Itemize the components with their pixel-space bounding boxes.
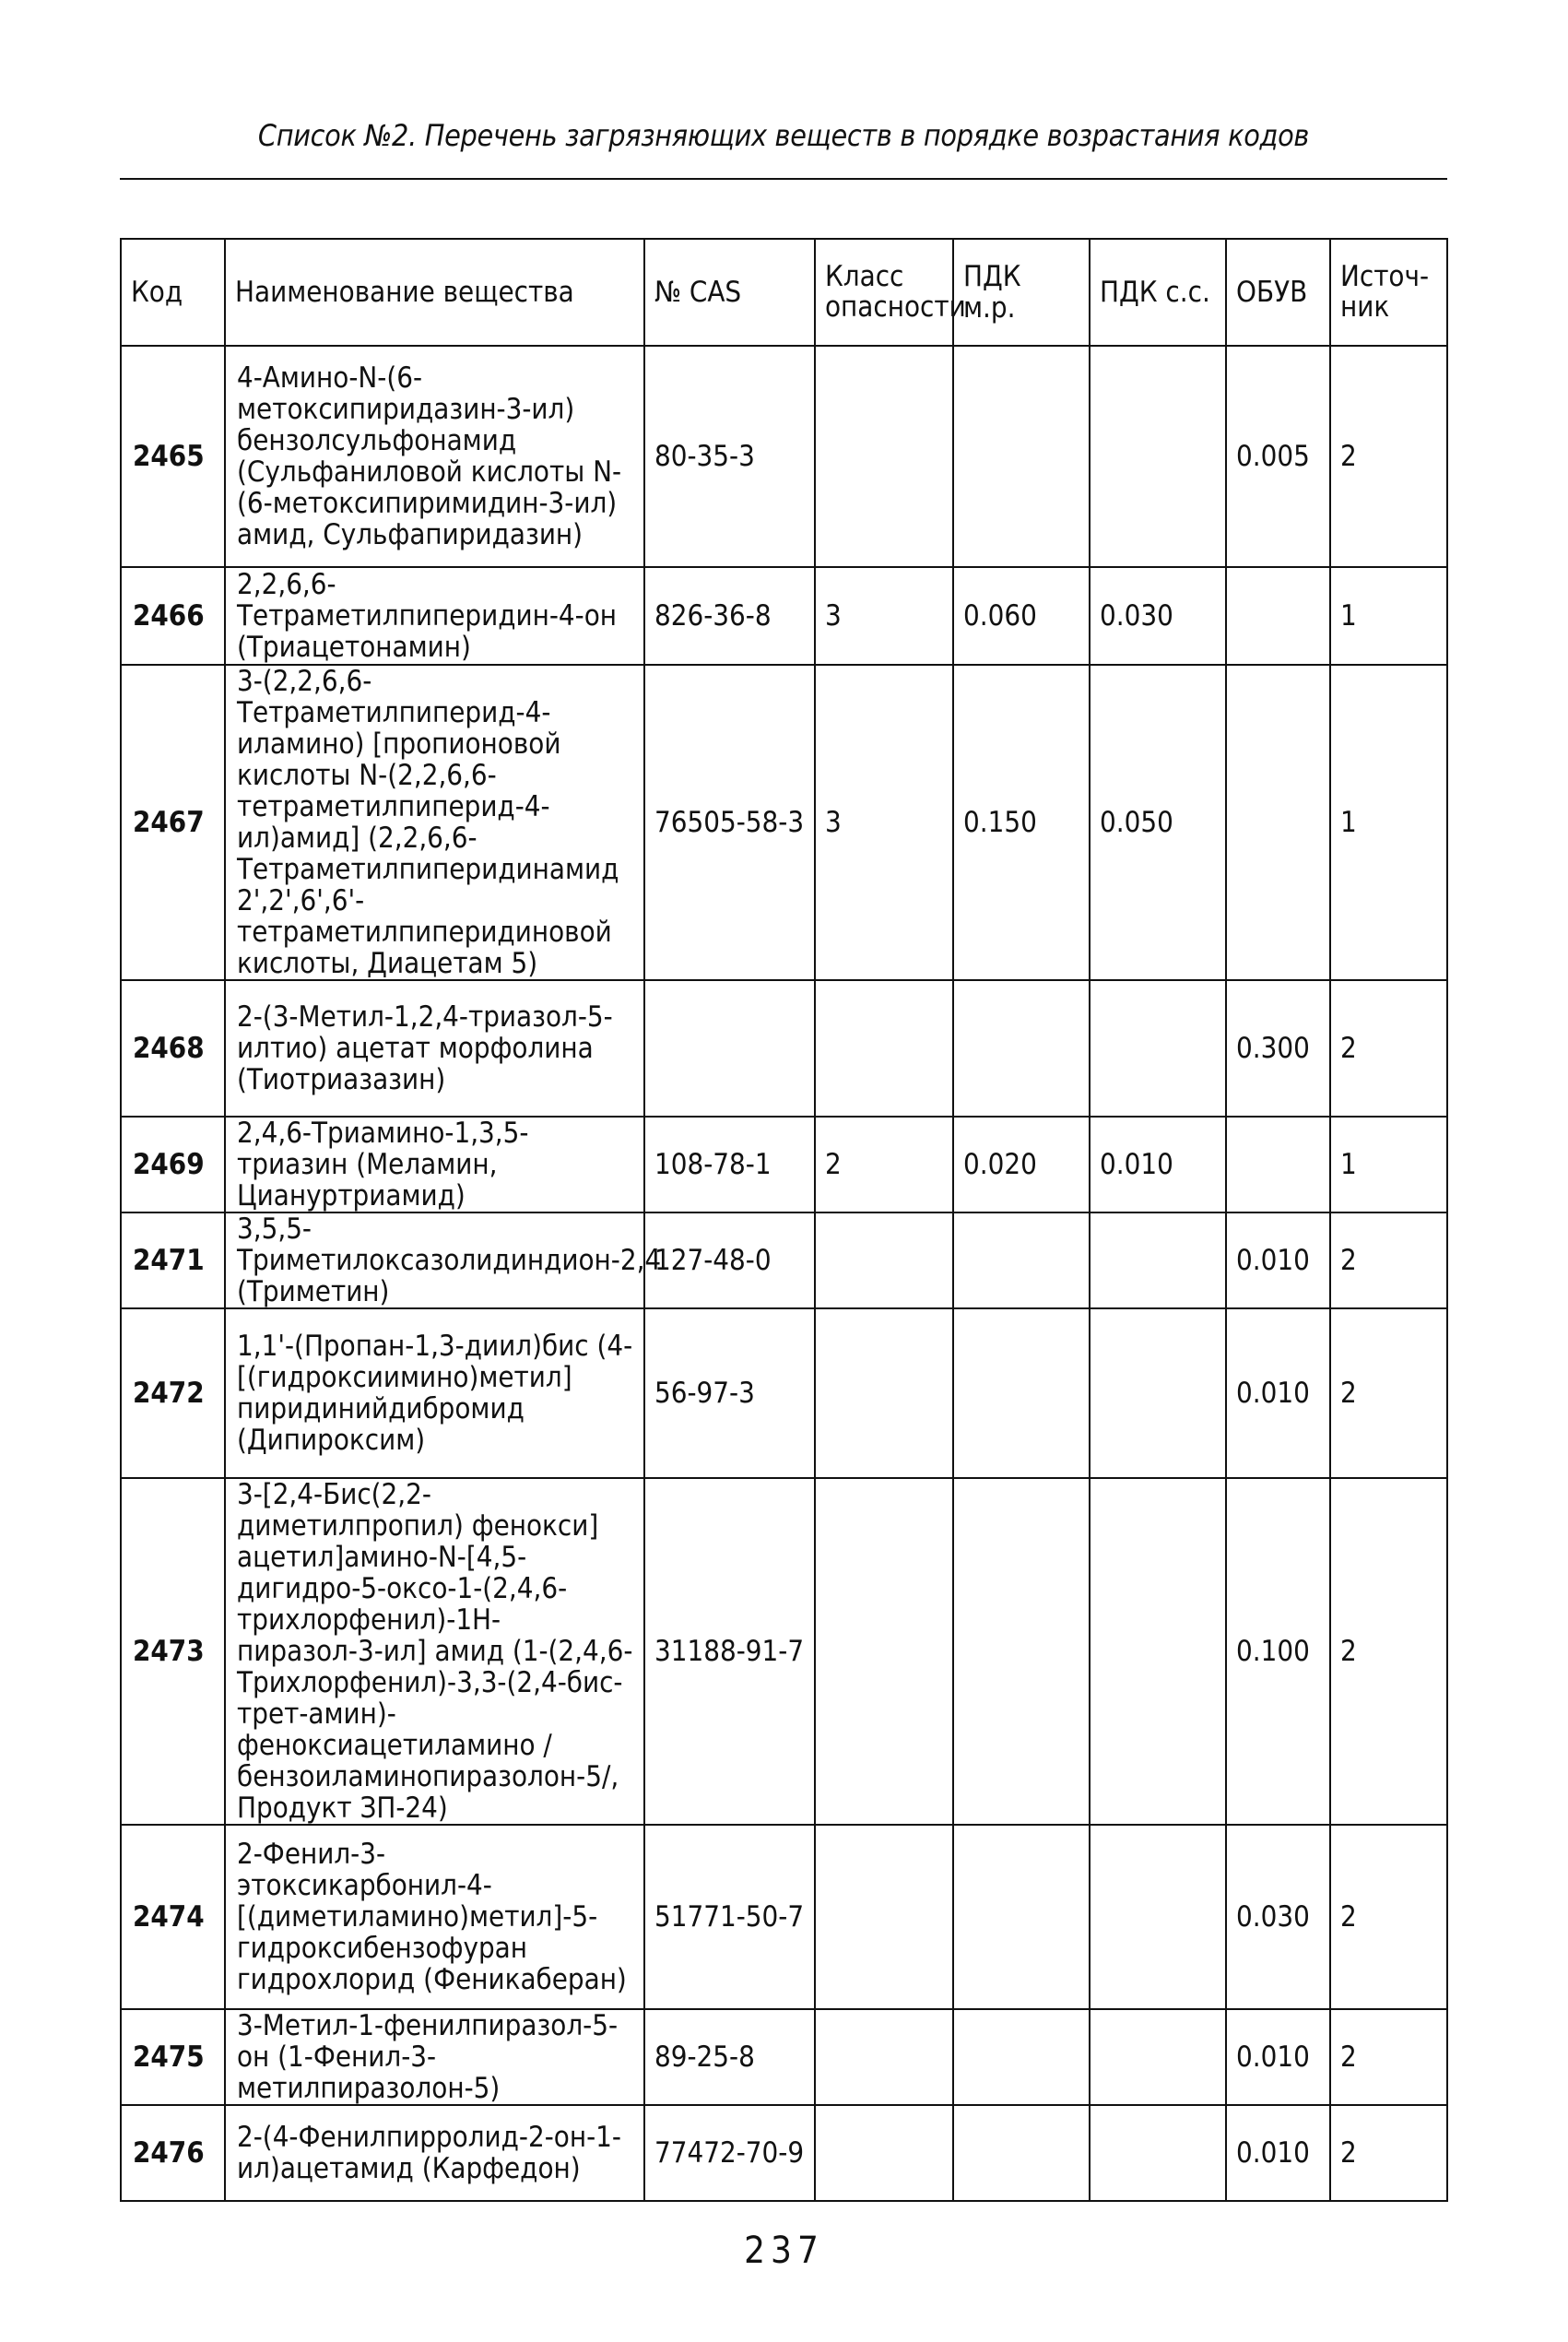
cell-hazard-class (815, 2009, 953, 2105)
cell-cas: 80-35-3 (644, 346, 815, 567)
cell-pdk-mr (953, 1478, 1090, 1825)
cell-code: 2465 (121, 346, 225, 567)
table-row (121, 346, 1447, 567)
cell-source: 1 (1330, 1117, 1447, 1212)
cell-code: 2475 (121, 2009, 225, 2105)
cell-cas: 89-25-8 (644, 2009, 815, 2105)
cell-hazard-class: 3 (815, 665, 953, 980)
cell-cas: 76505-58-3 (644, 665, 815, 980)
cell-obuv: 0.010 (1226, 1212, 1330, 1308)
header-source-line2: ник (1340, 290, 1390, 324)
cell-pdk-mr: 0.020 (953, 1117, 1090, 1212)
cell-name: 3-(2,2,6,6-Тетраметилпиперид-4-иламино) [пропионовой кислоты N-(2,2,6,6-тетраметилпиперид-4-ил)амид] (2,2,6,6-Тетраметилпиперидинамид 2',2',6',6'-тетраметилпиперидиновой кислоты, Диацетам 5) (225, 665, 644, 980)
cell-code: 2476 (121, 2105, 225, 2201)
cell-pdk-ss: 0.010 (1090, 1117, 1226, 1212)
cell-cas: 127-48-0 (644, 1212, 815, 1308)
cell-hazard-class (815, 346, 953, 567)
cell-name: 3,5,5-Триметилоксазолидиндион-2,4 (Триметин) (225, 1212, 644, 1308)
cell-source: 2 (1330, 1825, 1447, 2009)
cell-hazard-class: 3 (815, 567, 953, 665)
cell-name: 2-Фенил-3-этоксикарбонил-4-[(диметиламино)метил]-5-гидроксибензофуран гидрохлорид (Феникаберан) (225, 1825, 644, 2009)
cell-pdk-ss (1090, 346, 1226, 567)
cell-source: 1 (1330, 567, 1447, 665)
cell-pdk-mr (953, 2009, 1090, 2105)
cell-obuv (1226, 567, 1330, 665)
cell-obuv: 0.010 (1226, 2105, 1330, 2201)
header-obuv: ОБУВ (1226, 239, 1330, 346)
cell-obuv: 0.010 (1226, 2009, 1330, 2105)
header-hazard-line2: опасности (825, 290, 966, 324)
table-row (121, 1212, 1447, 1308)
cell-source: 1 (1330, 665, 1447, 980)
cell-pdk-mr (953, 1308, 1090, 1478)
header-hazard-line1: Класс (825, 260, 904, 293)
cell-pdk-mr (953, 346, 1090, 567)
cell-cas: 31188-91-7 (644, 1478, 815, 1825)
table-row (121, 1117, 1447, 1212)
table-header-row (121, 239, 1447, 346)
cell-hazard-class (815, 1212, 953, 1308)
cell-hazard-class: 2 (815, 1117, 953, 1212)
cell-code: 2472 (121, 1308, 225, 1478)
cell-code: 2467 (121, 665, 225, 980)
cell-name: 1,1'-(Пропан-1,3-диил)бис (4-[(гидроксиимино)метил] пиридинийдибромид (Дипироксим) (225, 1308, 644, 1478)
cell-pdk-mr (953, 1212, 1090, 1308)
cell-pdk-ss: 0.030 (1090, 567, 1226, 665)
cell-code: 2469 (121, 1117, 225, 1212)
running-header: Список №2. Перечень загрязняющих веществ в порядке возрастания кодов (257, 118, 1310, 153)
cell-name: 2,4,6-Триамино-1,3,5-триазин (Меламин, Циануртриамид) (225, 1117, 644, 1212)
cell-source: 2 (1330, 1308, 1447, 1478)
substances-table (120, 238, 1448, 2202)
cell-hazard-class (815, 1478, 953, 1825)
cell-code: 2474 (121, 1825, 225, 2009)
cell-obuv (1226, 1117, 1330, 1212)
cell-source: 2 (1330, 980, 1447, 1117)
cell-pdk-ss (1090, 2009, 1226, 2105)
cell-hazard-class (815, 2105, 953, 2201)
cell-code: 2466 (121, 567, 225, 665)
cell-cas (644, 980, 815, 1117)
cell-pdk-mr: 0.060 (953, 567, 1090, 665)
cell-code: 2468 (121, 980, 225, 1117)
cell-cas: 77472-70-9 (644, 2105, 815, 2201)
header-cas: № CAS (644, 239, 815, 346)
header-code: Код (121, 239, 225, 346)
cell-hazard-class (815, 980, 953, 1117)
table-row (121, 2105, 1447, 2201)
cell-cas: 826-36-8 (644, 567, 815, 665)
cell-obuv: 0.300 (1226, 980, 1330, 1117)
cell-cas: 56-97-3 (644, 1308, 815, 1478)
cell-obuv: 0.010 (1226, 1308, 1330, 1478)
cell-name: 4-Амино-N-(6-метоксипиридазин-3-ил) бензолсульфонамид (Сульфаниловой кислоты N-(6-метоксипиримидин-3-ил) амид, Сульфапиридазин) (225, 346, 644, 567)
table-row (121, 2009, 1447, 2105)
page-number: 237 (744, 2230, 824, 2272)
cell-pdk-ss (1090, 1478, 1226, 1825)
cell-name: 3-[2,4-Бис(2,2-диметилпропил) фенокси] ацетил]амино-N-[4,5-дигидро-5-оксо-1-(2,4,6-трихлорфенил)-1Н-пиразол-3-ил] амид (1-(2,4,6-Трихлорфенил)-3,3-(2,4-бис-трет-амин)-феноксиацетиламино /бензоиламинопиразолон-5/, Продукт ЗП-24) (225, 1478, 644, 1825)
table-row (121, 567, 1447, 665)
table-row (121, 1478, 1447, 1825)
cell-hazard-class (815, 1825, 953, 2009)
table-row (121, 1825, 1447, 2009)
cell-pdk-ss (1090, 980, 1226, 1117)
cell-cas: 51771-50-7 (644, 1825, 815, 2009)
cell-pdk-ss (1090, 1308, 1226, 1478)
header-hazard-class (815, 239, 966, 346)
cell-source: 2 (1330, 346, 1447, 567)
cell-pdk-mr (953, 2105, 1090, 2201)
header-source (1330, 239, 1447, 346)
table-row (121, 1308, 1447, 1478)
cell-name: 2-(4-Фенилпирролид-2-он-1-ил)ацетамид (Карфедон) (225, 2105, 644, 2201)
cell-pdk-mr (953, 980, 1090, 1117)
header-pdk-ss: ПДК с.с. (1090, 239, 1226, 346)
header-pdk-mr: ПДК м.р. (953, 239, 1090, 346)
cell-pdk-ss (1090, 1825, 1226, 2009)
header-source-line1: Источ- (1340, 260, 1430, 293)
table-row (121, 665, 1447, 980)
cell-name: 2,2,6,6-Тетраметилпиперидин-4-он (Триацетонамин) (225, 567, 644, 665)
cell-code: 2471 (121, 1212, 225, 1308)
cell-obuv: 0.030 (1226, 1825, 1330, 2009)
cell-pdk-mr: 0.150 (953, 665, 1090, 980)
cell-source: 2 (1330, 1478, 1447, 1825)
cell-pdk-ss (1090, 2105, 1226, 2201)
cell-hazard-class (815, 1308, 953, 1478)
cell-code: 2473 (121, 1478, 225, 1825)
cell-name: 3-Метил-1-фенилпиразол-5-он (1-Фенил-3-метилпиразолон-5) (225, 2009, 644, 2105)
cell-name: 2-(3-Метил-1,2,4-триазол-5-илтио) ацетат морфолина (Тиотриазазин) (225, 980, 644, 1117)
cell-pdk-ss (1090, 1212, 1226, 1308)
cell-source: 2 (1330, 2009, 1447, 2105)
cell-obuv: 0.100 (1226, 1478, 1330, 1825)
cell-pdk-mr (953, 1825, 1090, 2009)
cell-source: 2 (1330, 1212, 1447, 1308)
cell-obuv: 0.005 (1226, 346, 1330, 567)
header-name: Наименование вещества (225, 239, 644, 346)
table-row (121, 980, 1447, 1117)
cell-obuv (1226, 665, 1330, 980)
cell-source: 2 (1330, 2105, 1447, 2201)
cell-pdk-ss: 0.050 (1090, 665, 1226, 980)
header-rule (120, 178, 1447, 180)
cell-cas: 108-78-1 (644, 1117, 815, 1212)
